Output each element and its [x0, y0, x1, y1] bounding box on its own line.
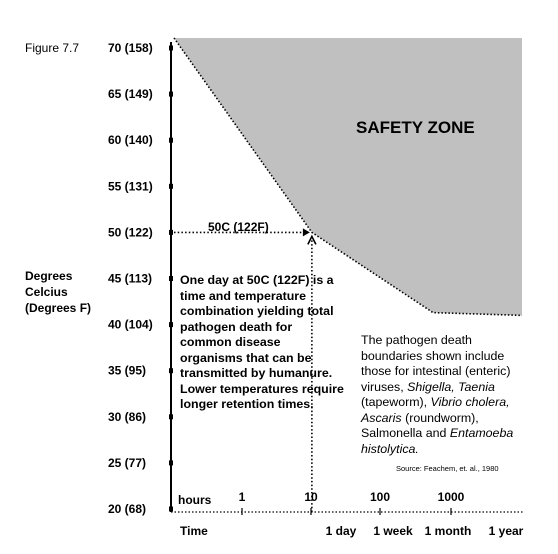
note-pathogens-part: The pathogen death boundaries shown include those for intestinal (enteric) viruses, — [361, 333, 511, 394]
y-tick — [169, 138, 173, 143]
x-tick-label-hours: 1 — [238, 490, 246, 504]
y-tick-label: 20 (68) — [108, 502, 147, 516]
note-pathogens-part: Vibrio cholera, Ascaris — [361, 395, 510, 425]
y-tick-label: 40 (104) — [108, 317, 153, 332]
y-tick — [169, 460, 173, 465]
note-pathogens-part: (roundworm), Salmonella and — [361, 410, 479, 440]
y-tick — [169, 368, 173, 373]
x-axis-label: Time — [180, 524, 208, 538]
y-tick-label: 50 (122) — [108, 225, 153, 240]
y-tick-label: 55 (131) — [108, 179, 153, 194]
threshold-arrow-right — [303, 228, 310, 236]
y-tick-label: 65 (149) — [108, 87, 153, 102]
note-pathogens — [361, 333, 519, 457]
x-tick-label-time: 1 week — [373, 524, 413, 538]
note-pathogens-part: (tapeworm), — [361, 395, 431, 409]
y-tick-label: 70 (158) — [108, 41, 153, 55]
note-pathogens-part: Shigella, Taenia — [407, 379, 495, 394]
y-tick-label: 35 (95) — [108, 363, 147, 378]
y-tick — [169, 507, 173, 512]
threshold-annotation: 50C (122F) — [208, 220, 269, 234]
y-tick-label: 60 (140) — [108, 133, 153, 148]
y-tick-label: 45 (113) — [108, 271, 153, 286]
y-tick — [169, 322, 173, 327]
y-tick-label: 25 (77) — [108, 455, 147, 470]
figure-label: Figure 7.7 — [25, 41, 80, 55]
y-axis-label: Degrees Celcius (Degrees F) — [25, 269, 92, 315]
safety-zone-label: SAFETY ZONE — [356, 118, 475, 137]
x-tick-label-hours: 10 — [304, 490, 318, 504]
y-tick — [169, 414, 173, 419]
y-tick — [169, 92, 173, 97]
y-tick-label: 30 (86) — [108, 409, 147, 424]
note-one-day: One day at 50C (122F) is a time and temperature combination yielding total pathogen death for common disease organisms that can be transmitted by humanure. Lower temperatures require longer retention times. — [180, 273, 344, 411]
x-tick-label-hours: 100 — [369, 490, 391, 504]
note-pathogens-part: Entamoeba histolytica. — [361, 426, 514, 456]
x-unit-label: hours — [178, 493, 212, 507]
x-tick-label-time: 1 day — [325, 524, 357, 538]
y-tick — [169, 46, 173, 51]
x-tick-label-time: 1 month — [424, 524, 472, 538]
source-citation: Source: Feachem, et. al., 1980 — [396, 464, 499, 473]
y-tick — [169, 276, 173, 281]
y-tick — [169, 184, 173, 189]
x-tick-label-time: 1 year — [488, 524, 524, 538]
x-tick-label-hours: 1000 — [437, 490, 465, 504]
y-tick — [169, 230, 173, 235]
